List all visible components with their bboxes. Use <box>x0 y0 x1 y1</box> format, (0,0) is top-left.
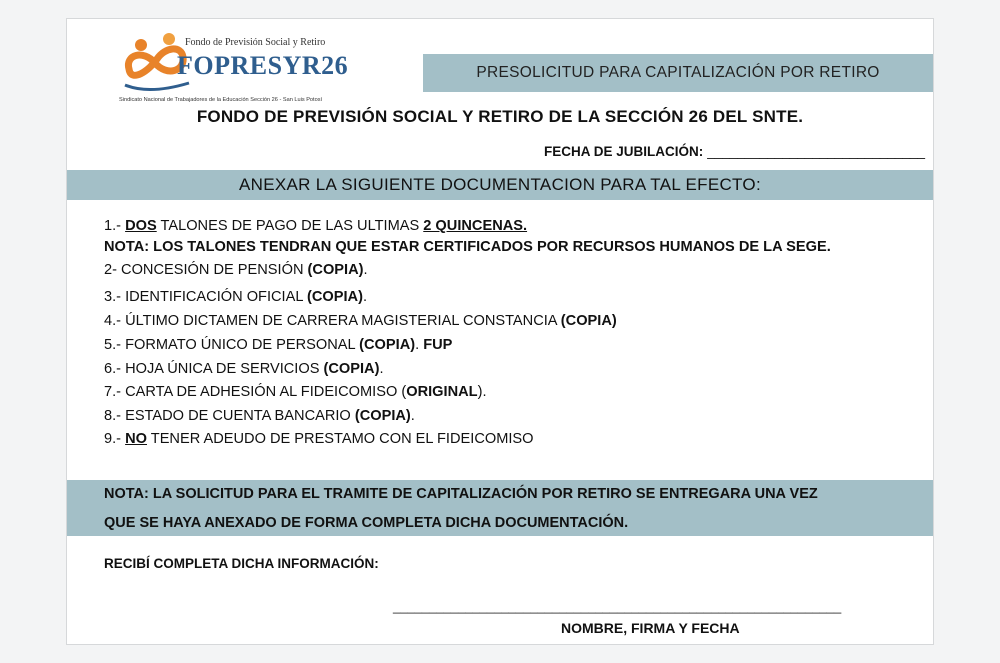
document-item-text: ). <box>477 384 487 400</box>
signature-line: ______________________________________________________________ <box>393 599 842 614</box>
document-item-text: (COPIA) <box>560 313 617 329</box>
document-item-text: . <box>363 262 368 278</box>
retirement-date-label: FECHA DE JUBILACIÓN: <box>544 144 704 159</box>
document-item-text: . <box>379 361 384 377</box>
document-item <box>104 360 384 379</box>
document-item-text: (COPIA) <box>359 337 416 353</box>
document-item-text: . <box>410 408 415 424</box>
document-item-text: 2 QUINCENAS. <box>423 218 528 234</box>
document-item-text: FUP <box>423 337 453 353</box>
logo-fund-name: Fondo de Previsión Social y Retiro <box>185 37 326 48</box>
document-item-text: 8.- ESTADO DE CUENTA BANCARIO <box>104 408 355 424</box>
note-line-1: NOTA: LA SOLICITUD PARA EL TRAMITE DE CAPITALIZACIÓN POR RETIRO SE ENTREGARA UNA VEZ <box>104 486 818 502</box>
document-item-text: 5.- FORMATO ÚNICO DE PERSONAL <box>104 337 360 353</box>
document-item-text: . <box>362 289 367 305</box>
document-item <box>104 261 368 280</box>
document-item <box>104 430 534 449</box>
logo-brand-name: FOPRESYR26 <box>177 51 349 80</box>
document-item <box>104 217 527 236</box>
document-item <box>104 288 367 307</box>
document-item <box>104 407 415 426</box>
document-item <box>104 336 452 355</box>
document-item-text: NOTA: LOS TALONES TENDRAN QUE ESTAR CERTIFICADOS POR RECURSOS HUMANOS DE LA SEGE. <box>104 239 831 255</box>
retirement-date-line: _____________________________ <box>707 144 925 159</box>
document-item-text: 9.- <box>104 431 126 447</box>
fopresyr-logo <box>119 25 369 109</box>
document-item-text: ORIGINAL <box>406 384 478 400</box>
document-item-text: (COPIA) <box>307 262 364 278</box>
document-item-text: TALONES DE PAGO DE LAS ULTIMAS <box>156 218 424 234</box>
document-item-text: (COPIA) <box>323 361 380 377</box>
note-line-2: QUE SE HAYA ANEXADO DE FORMA COMPLETA DICHA DOCUMENTACIÓN. <box>104 515 629 531</box>
document-item <box>104 383 487 402</box>
documentation-header: ANEXAR LA SIGUIENTE DOCUMENTACION PARA TAL EFECTO: <box>67 170 933 200</box>
document-item-text: 3.- IDENTIFICACIÓN OFICIAL <box>104 289 307 305</box>
document-item-text: . <box>415 337 424 353</box>
received-statement: RECIBÍ COMPLETA DICHA INFORMACIÓN: <box>104 556 379 571</box>
retirement-date-field <box>544 144 925 159</box>
document-title: FONDO DE PREVISIÓN SOCIAL Y RETIRO DE LA SECCIÓN 26 DEL SNTE. <box>196 107 804 126</box>
document-item-text: 1.- <box>104 218 126 234</box>
signature-label: NOMBRE, FIRMA Y FECHA <box>561 620 740 636</box>
document-item-text: (COPIA) <box>354 408 411 424</box>
logo-union-name: Sindicato Nacional de Trabajadores de la Educación Sección 26 - San Luis Potosí <box>119 97 323 103</box>
document-item-text: 6.- HOJA ÚNICA DE SERVICIOS <box>104 361 324 377</box>
document-item <box>104 312 617 331</box>
document-item-text: 7.- CARTA DE ADHESIÓN AL FIDEICOMISO ( <box>104 384 407 400</box>
document-item <box>104 238 831 257</box>
presolicitud-banner: PRESOLICITUD PARA CAPITALIZACIÓN POR RETIRO <box>423 54 933 92</box>
document-item-text: 4.- ÚLTIMO DICTAMEN DE CARRERA MAGISTERIAL CONSTANCIA <box>104 313 561 329</box>
note-text <box>104 480 924 538</box>
document-item-text: (COPIA) <box>306 289 363 305</box>
document-item-text: TENER ADEUDO DE PRESTAMO CON EL FIDEICOMISO <box>146 431 534 447</box>
document-item-text: DOS <box>125 218 157 234</box>
document-item-text: NO <box>125 431 147 447</box>
document-item-text: 2- CONCESIÓN DE PENSIÓN <box>104 262 308 278</box>
document-page <box>66 18 934 645</box>
